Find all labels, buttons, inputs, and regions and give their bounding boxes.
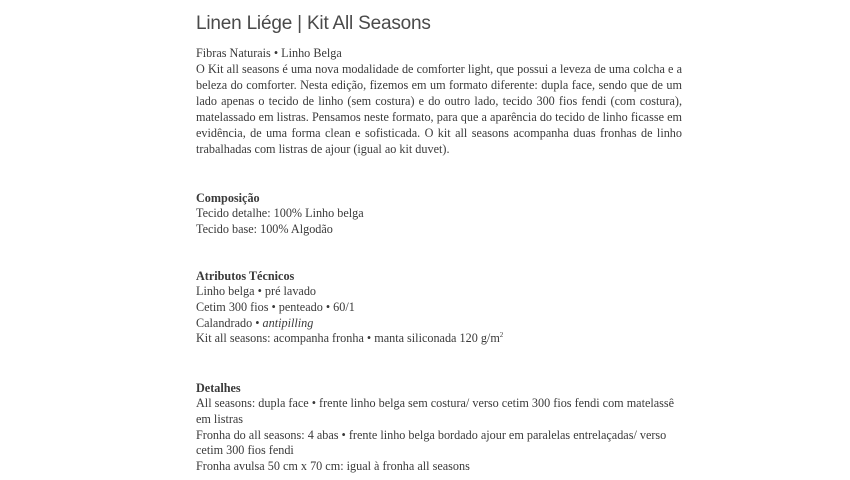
attribute-line [196,331,503,347]
attribute-line: Linho belga • pré lavado [196,284,317,298]
composition-section [196,190,364,238]
page-title: Linen Liége | Kit All Seasons [196,13,431,34]
product-description [196,12,696,474]
product-subtitle: Fibras Naturais • Linho Belga [196,46,342,60]
details-line: Fronha do all seasons: 4 abas • frente linho belga bordado ajour em paralelas entrelaçadas/ verso cetim 300 fios fendi [196,427,667,458]
attribute-italic-text: antipilling [262,315,314,330]
composition-line: Tecido base: 100% Algodão [196,221,333,236]
composition-heading: Composição [196,191,260,205]
superscript: 2 [499,331,504,340]
technical-attributes-section [196,268,503,347]
details-line: Fronha avulsa 50 cm x 70 cm: igual à fronha all seasons [196,459,470,474]
technical-attributes-heading: Atributos Técnicos [196,269,295,283]
composition-line: Tecido detalhe: 100% Linho belga [196,206,364,220]
attribute-text: Calandrado • [196,315,263,330]
attribute-text: Kit all seasons: acompanha fronha • manta siliconada 120 g/m [196,331,500,346]
attribute-line: Cetim 300 fios • penteado • 60/1 [196,299,355,314]
details-line: All seasons: dupla face • frente linho belga sem costura/ verso cetim 300 fios fendi com matelassê em listras [196,396,675,426]
details-section [196,380,676,475]
intro-paragraph: O Kit all seasons é uma nova modalidade de comforter light, que possui a leveza de uma colcha e a beleza do comforter. Nesta edição, fizemos em um formato diferente: dupla face, sendo que de um lado apenas o tecido de linho (sem costura) e do outro lado, tecido 300 fios fendi (com costura), matelassado em listras. Pensamos neste formato, para que a aparência do tecido de linho ficasse em evidência, de uma forma clean e sofisticada. O kit all seasons acompanha duas fronhas de linho trabalhadas com listras de ajour (igual ao kit duvet). [196,62,682,157]
details-heading: Detalhes [196,381,241,395]
attribute-line [196,316,503,332]
